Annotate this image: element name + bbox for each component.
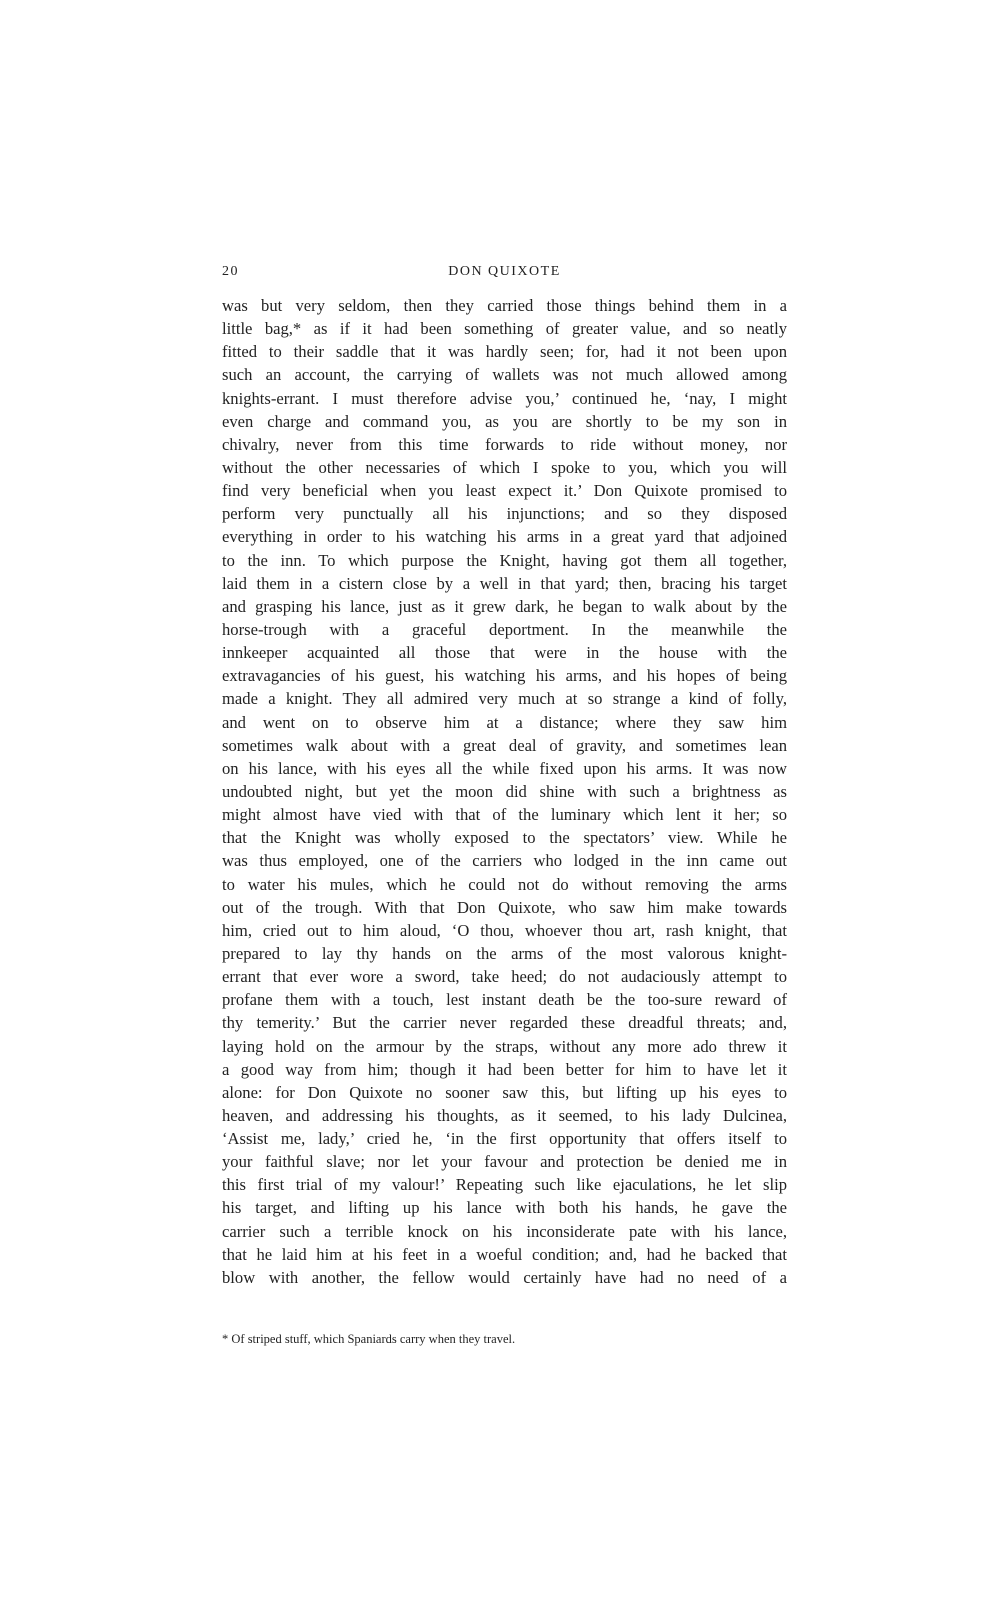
text-line: alone: for Don Quixote no sooner saw this, but lifting up his eyes to: [222, 1082, 787, 1102]
text-line: on his lance, with his eyes all the while fixed upon his arms. It was now: [222, 758, 787, 778]
text-line: and grasping his lance, just as it grew dark, he began to walk about by the: [222, 596, 787, 616]
text-line: heaven, and addressing his thoughts, as it seemed, to his lady Dulcinea,: [222, 1105, 787, 1125]
text-line: was but very seldom, then they carried those things behind them in a: [222, 296, 787, 315]
text-line: out of the trough. With that Don Quixote, who saw him make towards: [222, 897, 787, 917]
running-head: [222, 264, 787, 286]
text-line: your faithful slave; nor let your favour and protection be denied me in: [222, 1152, 787, 1172]
running-title: DON QUIXOTE: [448, 264, 561, 279]
text-line: fitted to their saddle that it was hardly seen; for, had it not been upon: [222, 342, 787, 362]
text-line: without the other necessaries of which I spoke to you, which you will: [222, 457, 787, 477]
text-line: to the inn. To which purpose the Knight, having got them all together,: [222, 550, 787, 570]
text-line: errant that ever wore a sword, take heed; do not audaciously attempt to: [222, 967, 787, 987]
text-line: undoubted night, but yet the moon did shine with such a brightness as: [222, 781, 787, 801]
text-line: might almost have vied with that of the luminary which lent it her; so: [222, 805, 787, 825]
text-line: ‘Assist me, lady,’ cried he, ‘in the first opportunity that offers itself to: [222, 1129, 787, 1149]
footnote: * Of striped stuff, which Spaniards carry when they travel.: [222, 1332, 516, 1346]
text-line: laid them in a cistern close by a well in that yard; then, bracing his target: [222, 573, 787, 593]
text-line: knights-errant. I must therefore advise you,’ continued he, ‘nay, I might: [222, 388, 787, 408]
text-line: little bag,* as if it had been something of greater value, and so neatly: [222, 319, 787, 339]
text-line: find very beneficial when you least expect it.’ Don Quixote promised to: [222, 481, 787, 501]
text-line: him, cried out to him aloud, ‘O thou, whoever thou art, rash knight, that: [222, 920, 787, 940]
text-line: that he laid him at his feet in a woeful condition; and, had he backed that: [222, 1244, 787, 1264]
text-line: to water his mules, which he could not do without removing the arms: [222, 874, 787, 894]
text-line: extravagancies of his guest, his watching his arms, and his hopes of being: [222, 666, 787, 686]
text-line: his target, and lifting up his lance with both his hands, he gave the: [222, 1198, 787, 1218]
text-line: chivalry, never from this time forwards to ride without money, nor: [222, 434, 787, 454]
text-line: perform very punctually all his injunctions; and so they disposed: [222, 504, 787, 524]
text-line: horse-trough with a graceful deportment. In the meanwhile the: [222, 619, 787, 639]
text-line: a good way from him; though it had been better for him to have let it: [222, 1059, 787, 1079]
text-line: everything in order to his watching his arms in a great yard that adjoined: [222, 527, 787, 547]
text-line: blow with another, the fellow would certainly have had no need of a: [222, 1267, 787, 1287]
text-line: made a knight. They all admired very much at so strange a kind of folly,: [222, 689, 787, 709]
text-line: sometimes walk about with a great deal of gravity, and sometimes lean: [222, 735, 787, 755]
text-line: laying hold on the armour by the straps, without any more ado threw it: [222, 1036, 787, 1056]
text-line: and went on to observe him at a distance; where they saw him: [222, 712, 787, 732]
page-number: 20: [222, 264, 239, 279]
text-line: prepared to lay thy hands on the arms of the most valorous knight-: [222, 943, 787, 963]
text-line: profane them with a touch, lest instant death be the too-sure reward of: [222, 990, 787, 1010]
text-line: that the Knight was wholly exposed to the spectators’ view. While he: [222, 828, 787, 848]
text-line: even charge and command you, as you are shortly to be my son in: [222, 411, 787, 431]
text-line: was thus employed, one of the carriers who lodged in the inn came out: [222, 851, 787, 871]
text-line: carrier such a terrible knock on his inconsiderate pate with his lance,: [222, 1221, 787, 1241]
text-line: such an account, the carrying of wallets was not much allowed among: [222, 365, 787, 385]
text-line: thy temerity.’ But the carrier never regarded these dreadful threats; and,: [222, 1013, 787, 1033]
text-line: innkeeper acquainted all those that were in the house with the: [222, 643, 787, 663]
text-line: this first trial of my valour!’ Repeating such like ejaculations, he let slip: [222, 1175, 787, 1195]
body-text: [222, 294, 787, 1289]
